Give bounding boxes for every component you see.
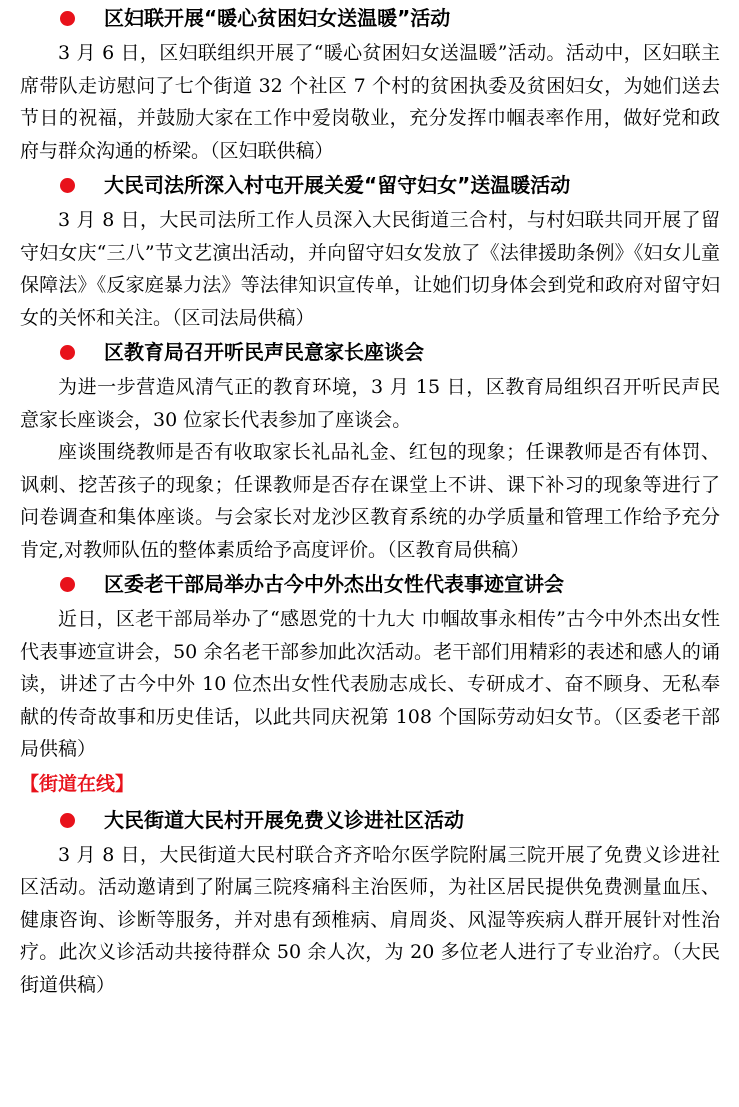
article-heading	[20, 802, 720, 839]
bullet-icon	[60, 813, 75, 828]
bullet-icon	[60, 577, 75, 592]
section-tag: 【街道在线】	[20, 772, 135, 795]
article-title: 大民街道大民村开展免费义诊进社区活动	[104, 807, 464, 832]
article	[20, 334, 720, 566]
street-article	[20, 802, 720, 1002]
article-paragraph: 为进一步营造风清气正的教育环境，3 月 15 日，区教育局组织召开听民声民意家长座谈会，30 位家长代表参加了座谈会。	[20, 376, 720, 431]
article-title: 区妇联开展“暖心贫困妇女送温暖”活动	[104, 6, 451, 30]
article	[20, 167, 720, 334]
article-paragraph: 3 月 8 日，大民街道大民村联合齐齐哈尔医学院附属三院开展了免费义诊进社区活动。活动邀请到了附属三院疼痛科主治医师，为社区居民提供免费测量血压、健康咨询、诊断等服务，并对患有颈椎病、肩周炎、风湿等疾病人群开展针对性治疗。此次义诊活动共接待群众 50 余人次，为 20 多位老人进行了专业治疗。（大民街道供稿）	[20, 843, 720, 996]
bullet-icon	[60, 345, 75, 360]
article-paragraph: 3 月 6 日，区妇联组织开展了“暖心贫困妇女送温暖”活动。活动中，区妇联主席带队走访慰问了七个街道 32 个社区 7 个村的贫困执委及贫困妇女，为她们送去节日的祝福，并鼓励大家在工作中爱岗敬业，充分发挥巾帼表率作用，做好党和政府与群众沟通的桥梁。（区妇联供稿）	[20, 42, 720, 162]
article-paragraph: 近日，区老干部局举办了“感恩党的十九大 巾帼故事永相传”古今中外杰出女性代表事迹宣讲会，50 余名老干部参加此次活动。老干部们用精彩的表述和感人的诵读，讲述了古今中外 10 位杰出女性代表励志成长、专研成才、奋不顾身、无私奉献的传奇故事和历史佳话，以此共同庆祝第 108 个国际劳动妇女节。（区委老干部局供稿）	[20, 608, 720, 760]
bullet-icon	[60, 178, 75, 193]
article-heading	[20, 334, 720, 371]
article-title: 大民司法所深入村屯开展关爱“留守妇女”送温暖活动	[104, 173, 571, 197]
article-title: 区委老干部局举办古今中外杰出女性代表事迹宣讲会	[104, 572, 564, 596]
article	[20, 0, 720, 167]
bullet-icon	[60, 11, 75, 26]
article-paragraph: 座谈围绕教师是否有收取家长礼品礼金、红包的现象；任课教师是否有体罚、讽刺、挖苦孩子的现象；任课教师是否存在课堂上不讲、课下补习的现象等进行了问卷调查和集体座谈。与会家长对龙沙区教育系统的办学质量和管理工作给予充分肯定,对教师队伍的整体素质给予高度评价。（区教育局供稿）	[20, 441, 720, 561]
article-title: 区教育局召开听民声民意家长座谈会	[104, 340, 424, 364]
article-paragraph: 3 月 8 日，大民司法所工作人员深入大民街道三合村，与村妇联共同开展了留守妇女庆“三八”节文艺演出活动，并向留守妇女发放了《法律援助条例》《妇女儿童保障法》《反家庭暴力法》等法律知识宣传单，让她们切身体会到党和政府对留守妇女的关怀和关注。（区司法局供稿）	[20, 209, 720, 329]
newsletter-page	[20, 0, 720, 1001]
article-heading	[20, 566, 720, 603]
article-heading	[20, 167, 720, 204]
article-heading	[20, 0, 720, 37]
article	[20, 566, 720, 766]
